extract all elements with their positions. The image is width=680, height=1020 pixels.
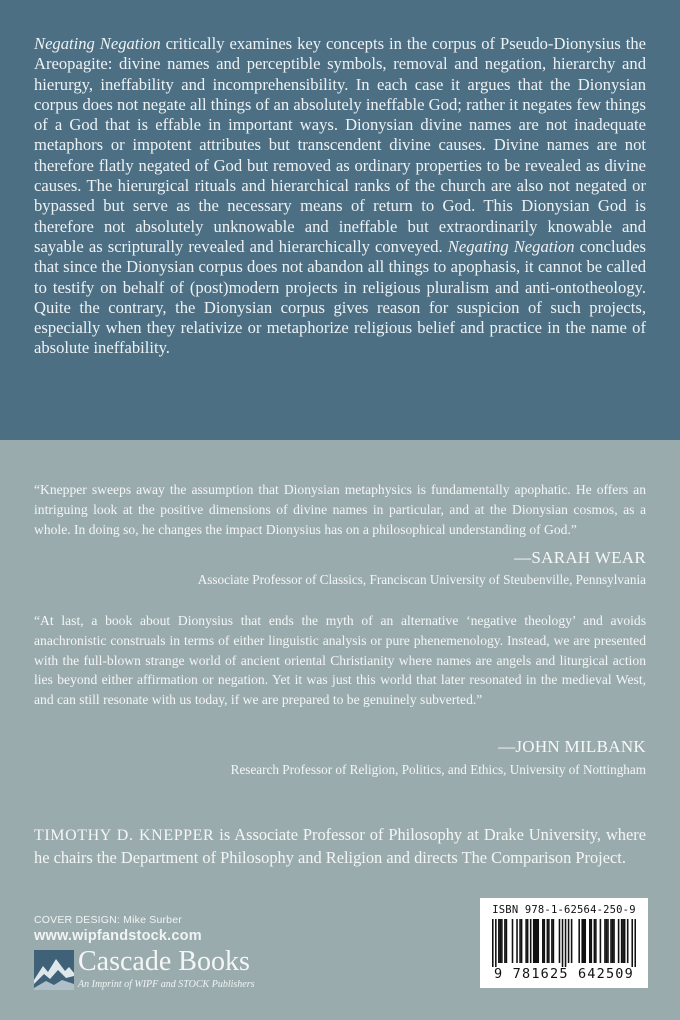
barcode-bar: [521, 919, 523, 963]
barcode-bar: [544, 919, 546, 963]
barcode-bar: [610, 919, 612, 963]
publisher-website: www.wipfandstock.com: [34, 928, 202, 944]
barcode-bar: [589, 919, 591, 963]
barcode-bar: [525, 919, 527, 963]
author-bio: [34, 824, 646, 868]
barcode-bar: [613, 919, 615, 963]
isbn-barcode: [480, 898, 648, 988]
barcode-bar: [578, 919, 580, 963]
barcode-bar: [591, 919, 593, 963]
barcode-bar: [498, 919, 500, 963]
barcode-bar: [584, 919, 586, 963]
synopsis-panel: [0, 0, 680, 440]
barcode-bar: [571, 919, 573, 963]
publisher-name: Cascade Books: [78, 946, 250, 977]
endorser-name-1: —SARAH WEAR: [514, 548, 646, 567]
barcode-bars: [492, 919, 636, 967]
cascade-mountain-icon: [34, 950, 74, 990]
publisher-imprint: An Imprint of WIPF and STOCK Publishers: [78, 979, 255, 990]
barcode-bar: [621, 919, 623, 963]
barcode-bar: [547, 919, 549, 963]
barcode-bar: [519, 919, 521, 963]
barcode-bar: [600, 919, 602, 963]
author-name: TIMOTHY D. KNEPPER: [34, 827, 215, 844]
barcode-bar: [504, 919, 506, 963]
barcode-bar: [501, 919, 503, 963]
barcode-bar: [606, 919, 608, 963]
barcode-bar: [607, 919, 609, 963]
barcode-bar: [562, 919, 564, 967]
barcode-bar: [537, 919, 539, 963]
author-bio-text: is Associate Professor of Philosophy at Drake University, where he chairs the Department of Philosophy and Religion and directs The Comparison Project.: [34, 825, 647, 867]
barcode-bar: [604, 919, 606, 963]
barcode-bar: [624, 919, 626, 963]
endorser-title-2: Research Professor of Religion, Politics, and Ethics, University of Nottingham: [230, 762, 646, 777]
publisher-logo: [34, 946, 274, 994]
barcode-bar: [500, 919, 502, 963]
barcode-bar: [495, 919, 497, 967]
barcode-bar: [618, 919, 620, 963]
barcode-bar: [594, 919, 596, 963]
barcode-bar: [553, 919, 555, 963]
endorser-name-2: —JOHN MILBANK: [498, 737, 646, 756]
barcode-bar: [622, 919, 624, 963]
barcode-bar: [565, 919, 567, 967]
barcode-bar: [568, 919, 570, 963]
barcode-bar: [612, 919, 614, 963]
synopsis-book-title: Negating Negation: [34, 34, 161, 53]
barcode-bar: [631, 919, 633, 967]
barcode-bar: [506, 919, 508, 963]
barcode-bar: [530, 919, 532, 963]
barcode-bar: [536, 919, 538, 963]
synopsis-text: [34, 34, 646, 359]
barcode-bar: [634, 919, 636, 967]
endorsement-quote-2: “At last, a book about Dionysius that ends the myth of an alternative ‘negative theology’ and avoids anachronistic construals in terms of either linguistic analysis or pure phenemenology. Instead, we are presented with the full-blown strange world of ancient oriental Christianity where names are angels and liturgical action lies beyond either affirmation or negation. Yet it was just this world that later resonated in the medieval West, and can still resonate with us today, if we are prepared to be genuinely subverted.”: [34, 613, 646, 708]
barcode-digits: 9 781625 642509: [494, 966, 634, 982]
barcode-bar: [583, 919, 585, 963]
barcode-bar: [527, 919, 529, 963]
synopsis-book-title-2: Negating Negation: [447, 236, 575, 256]
isbn-label: ISBN 978-1-62564-250-9: [492, 904, 636, 916]
endorsement-quote-1: “Knepper sweeps away the assumption that Dionysian metaphysics is fundamentally apophatic. He offers an intriguing look at the positive dimensions of divine names in particular, and at the Dionysian cosmos, as a whole. In doing so, he changes the impact Dionysius has on a philosophical understanding of God.”: [34, 482, 646, 537]
barcode-bar: [516, 919, 518, 963]
barcode-bar: [542, 919, 544, 963]
barcode-bar: [595, 919, 597, 963]
barcode-bar: [512, 919, 514, 963]
cover-design-credit: COVER DESIGN: Mike Surber: [34, 914, 182, 926]
barcode-bar: [533, 919, 535, 963]
barcode-bar: [492, 919, 494, 967]
synopsis-part-1: critically examines key concepts in the corpus of Pseudo-Dionysius the Areopagite: divine names and perceptible symbols, removal and negation, hierarchy and hierurgy, ineffability and incomprehensibility. In each case it argues that the Dionysian corpus does not negate all things of an absolutely ineffable God; rather it negates few things of a God that is effable in important ways. Dionysian divine names are not inadequate metaphors or impotent attributes but transcendent divine causes. Divine names are not therefore flatly negated of God but removed as ordinary properties to be revealed as divine causes. The hierurgical rituals and hierarchical ranks of the church are also not negated or bypassed but serve as the necessary means of return to God. This Dionysian God is therefore not absolutely unknowable and ineffable but extraordinarily knowable and sayable as scripturally revealed and hierarchically conveyed.: [34, 34, 646, 256]
barcode-bar: [534, 919, 536, 963]
barcode-bar: [581, 919, 583, 963]
barcode-bar: [559, 919, 561, 963]
synopsis-part-2: concludes that since the Dionysian corpus does not abandon all things to apophasis, it cannot be called to testify on behalf of (post)modern projects in religious pluralism and anti-ontotheology. Quite the contrary, the Dionysian corpus gives reason for suspicion of such projects, especially when they relativize or metaphorize religious belief and practice in the name of absolute ineffability.: [34, 236, 646, 358]
barcode-bar: [627, 919, 629, 963]
barcode-bar: [548, 919, 550, 963]
endorser-title-1: Associate Professor of Classics, Franciscan University of Steubenville, Pennsylvania: [197, 572, 646, 587]
barcode-bar: [551, 919, 553, 963]
